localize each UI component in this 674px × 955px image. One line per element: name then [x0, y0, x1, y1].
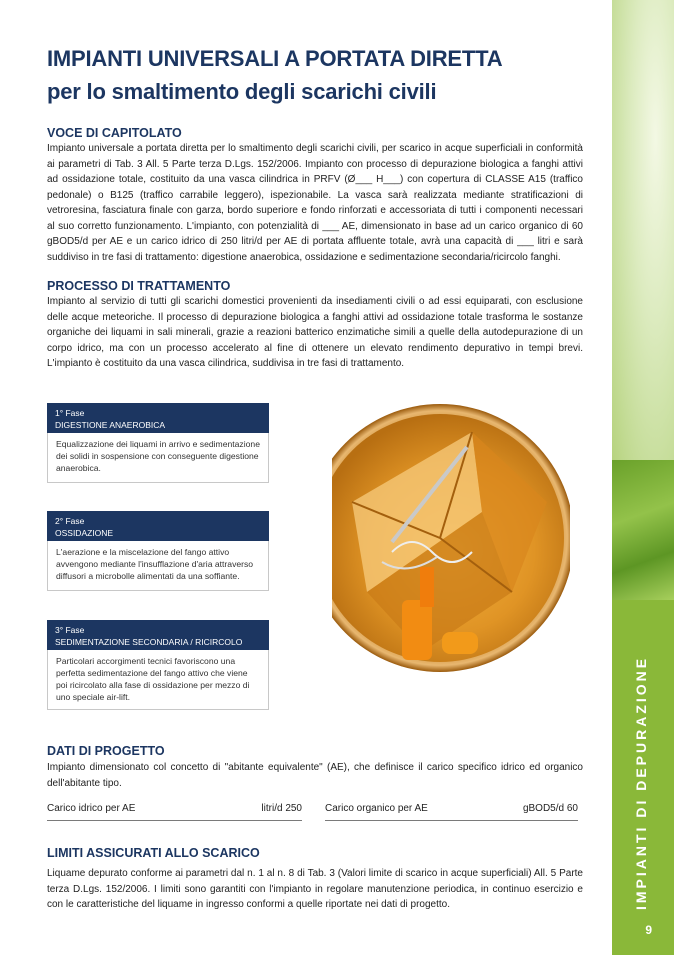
phase-1-header [47, 403, 269, 433]
data-label: Carico idrico per AE [47, 803, 136, 814]
phase-3-name: SEDIMENTAZIONE SECONDARIA / RICIRCOLO [55, 637, 243, 647]
section-heading-processo: PROCESSO DI TRATTAMENTO [47, 279, 231, 293]
data-row-idrico [47, 803, 302, 821]
section-text-limiti: Liquame depurato conforme ai parametri dal n. 1 al n. 8 di Tab. 3 (Valori limite di scarico in acque superficiali) All. 5 Parte terza D.Lgs. 152/2006. I limiti sono garantiti con l'impianto in regolare manutenzione periodica, in continuo esercizio e con le caratteristiche del liquame in ingresso conformi a quelle riportate nei dati di progetto. [47, 868, 583, 910]
side-label [612, 655, 674, 915]
phase-1-description: Equalizzazione dei liquami in arrivo e sedimentazione dei solidi in sospensione con conseguente digestione anaerobica. [47, 433, 269, 483]
section-text-processo: Impianto al servizio di tutti gli scarichi domestici provenienti da insediamenti civili o ad essi equiparati, con esclusione delle acque meteoriche. Il processo di depurazione biologica a fanghi attivi ad ossidazione totale trasforma le sostanze organiche dei liquami in sali minerali, grazie a reazioni batterico enzimatiche simili a quelle della autodepurazione di un corpo idrico, ma con un processo accelerato al fine di ottenere un elevato rendimento depurativo in tempi brevi. L'impianto è costituito da una vasca cilindrica, suddivisa in tre fasi di trattamento. [47, 296, 583, 369]
data-value: gBOD5/d 60 [522, 803, 578, 814]
section-heading-limiti: LIMITI ASSICURATI ALLO SCARICO [47, 846, 260, 860]
phase-2-name: OSSIDAZIONE [55, 528, 114, 538]
phase-2-description: L'aerazione e la miscelazione del fango attivo avvengono mediante l'insufflazione d'aria attraverso diffusori a microbolle alimentati da una soffiante. [47, 541, 269, 591]
phase-2-number: 2° Fase [55, 516, 85, 526]
side-plant-image [612, 0, 674, 460]
phase-1-number: 1° Fase [55, 408, 85, 418]
tank-illustration [332, 392, 570, 688]
data-label: Carico organico per AE [325, 803, 428, 814]
section-heading-dati: DATI DI PROGETTO [47, 744, 165, 758]
phase-2-header [47, 511, 269, 541]
data-row-organico [325, 803, 578, 821]
section-text-voce: Impianto universale a portata diretta per lo smaltimento degli scarichi civili, per scarico in acque superficiali in conformità ai parametri di Tab. 3 All. 5 Parte terza D.Lgs. 152/2006. Impianto con processo di depurazione biologica a fanghi attivi ad ossidazione totale, costituito da una vasca cilindrica in PRFV (Ø___ H___) con copertura di CLASSE A15 (traffico pedonale) o B125 (traffico carrabile leggero), ispezionabile. La vasca sarà realizzata mediante stratificazioni di vetroresina, fasciatura finale con garza, bordo superiore e fondo rinforzati e accessoriata di tutti i componenti necessari al suo corretto funzionamento. L'impianto, con potenzialità di ___ AE, dimensionato in base ad un carico organico di 60 gBOD5/d per AE e un carico idrico di 250 litri/d per AE di portata affluente totale, avrà una capacità di ___ litri e sarà suddiviso in tre fasi di trattamento: digestione anaerobica, ossidazione e sedimentazione secondaria/ricircolo fanghi. [47, 143, 583, 263]
section-heading-voce: VOCE DI CAPITOLATO [47, 126, 182, 140]
phase-3-number: 3° Fase [55, 625, 85, 635]
phase-1-name: DIGESTIONE ANAEROBICA [55, 420, 166, 430]
page-subtitle: per lo smaltimento degli scarichi civili [47, 79, 437, 104]
section-text-dati: Impianto dimensionato col concetto di "abitante equivalente" (AE), che definisce il carico specifico idrico ed organico dell'abitante tipo. [47, 762, 583, 789]
side-label-text: IMPIANTI DI DEPURAZIONE [633, 655, 649, 910]
phase-3-description: Particolari accorgimenti tecnici favoriscono una perfetta sedimentazione del fango attivo che viene poi ricircolato alla fase di ossidazione per mezzo di uno speciale air-lift. [47, 650, 269, 710]
side-leaf-image [612, 460, 674, 600]
data-value: litri/d 250 [261, 803, 302, 814]
page-title: IMPIANTI UNIVERSALI A PORTATA DIRETTA [47, 46, 503, 71]
phase-3-header [47, 620, 269, 650]
page-number: 9 [645, 923, 652, 937]
